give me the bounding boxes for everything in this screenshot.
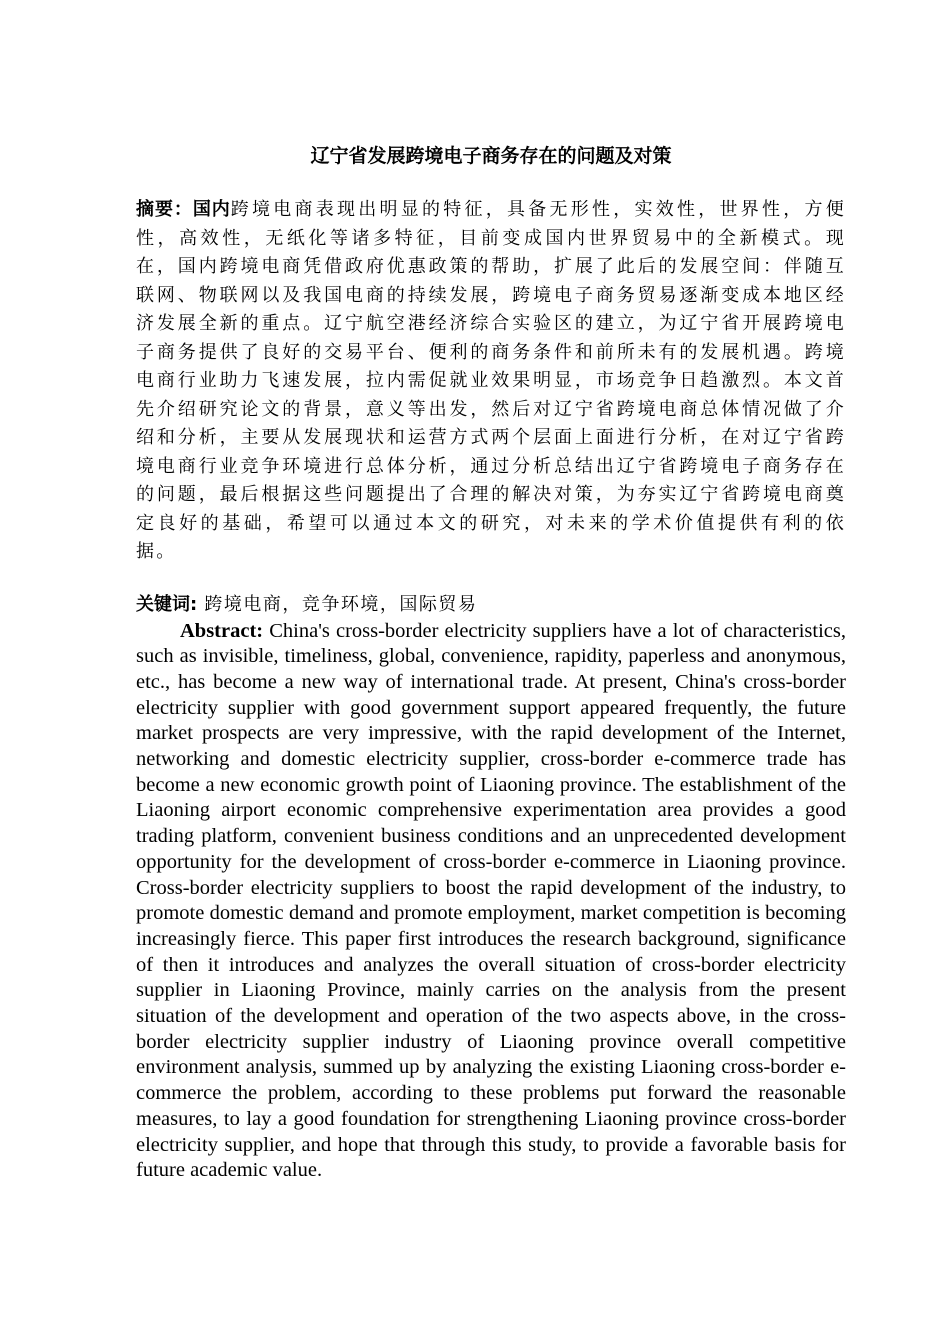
english-abstract-text: China's cross-border electricity suppliers have a lot of characteristics, such as invisible, timeliness, global, convenience, rapidity, paperless and anonymous, etc., has become a new way of international trade. At present, China's cross-border electricity supplier with good government support appeared frequently, the future market prospects are very impressive, with the rapid development of the Internet, networking and domestic electricity supplier, cross-border e-commerce trade has become a new economic growth point of Liaoning province. The establishment of the Liaoning airport economic comprehensive experimentation area provides a good trading platform, convenient business conditions and an unprecedented development opportunity for the development of cross-border e-commerce in Liaoning province. Cross-border electricity suppliers to boost the rapid development of the industry, to promote domestic demand and promote employment, market competition is becoming increasingly fierce. This paper first introduces the research background, significance of then it introduces and analyzes the overall situation of cross-border electricity supplier in Liaoning Province, mainly carries on the analysis from the present situation of the development and operation of the two aspects above, in the cross-border electricity supplier industry of Liaoning province overall competitive environment analysis, summed up by analyzing the existing Liaoning cross-border e-commerce the problem, according to these problems put forward the reasonable measures, to lay a good foundation for strengthening Liaoning province cross-border electricity supplier, and hope that through this study, to provide a favorable basis for future academic value.	[136, 619, 846, 1182]
page-title: 辽宁省发展跨境电子商务存在的问题及对策	[310, 145, 672, 167]
english-abstract-label: Abstract:	[180, 619, 264, 642]
english-abstract	[136, 619, 846, 1184]
chinese-abstract-text: 跨境电商表现出明显的特征，具备无形性，实效性，世界性，方便性，高效性，无纸化等诸多特征，目前变成国内世界贸易中的全新模式。现在，国内跨境电商凭借政府优惠政策的帮助，扩展了此后的发展空间：伴随互联网、物联网以及我国电商的持续发展，跨境电子商务贸易逐渐变成本地区经济发展全新的重点。辽宁航空港经济综合实验区的建立，为辽宁省开展跨境电子商务提供了良好的交易平台、便利的商务条件和前所未有的发展机遇。跨境电商行业助力飞速发展，拉内需促就业效果明显，市场竞争日趋激烈。本文首先介绍研究论文的背景，意义等出发，然后对辽宁省跨境电商总体情况做了介绍和分析，主要从发展现状和运营方式两个层面上面进行分析，在对辽宁省跨境电商行业竞争环境进行总体分析，通过分析总结出辽宁省跨境电子商务存在的问题，最后根据这些问题提出了合理的解决对策，为夯实辽宁省跨境电商奠定良好的基础，希望可以通过本文的研究，对未来的学术价值提供有利的依据。	[136, 199, 847, 562]
chinese-abstract	[136, 196, 846, 567]
chinese-abstract-label: 摘要：国内	[136, 199, 231, 220]
chinese-keywords-label: 关键词:	[136, 593, 198, 615]
chinese-keywords-text: 跨境电商，竞争环境，国际贸易	[197, 593, 478, 615]
chinese-keywords	[136, 591, 846, 619]
document-page	[136, 140, 846, 1184]
